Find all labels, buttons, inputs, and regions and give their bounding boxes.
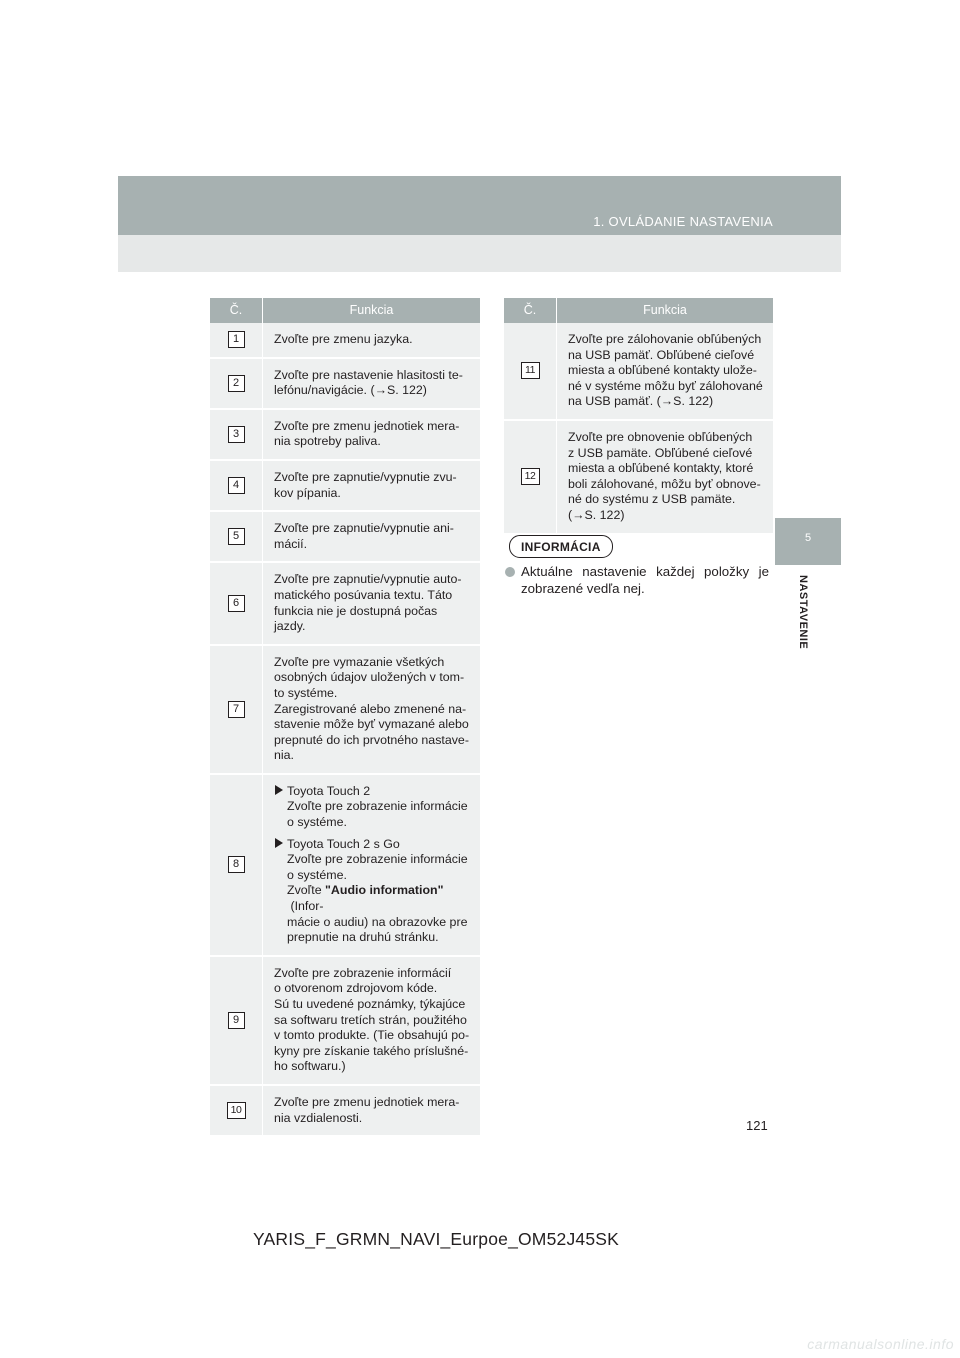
function-text-line: lefónu/navigácie. (→S. 122) [274,383,427,398]
model-a-block [274,784,475,831]
triangle-bullet-icon [275,838,283,848]
function-text-line: nia spotreby paliva. [274,434,381,449]
function-text-line: na USB pamäť. Obľúbené cieľové [568,347,755,362]
audio-information-button-label: "Audio information" [325,883,444,898]
row-number-cell [210,775,263,957]
table-row [210,1086,480,1137]
table-header-row [210,298,480,323]
select-instruction [287,883,475,914]
bullet-icon [505,567,515,577]
row-number-badge: 6 [228,595,245,612]
row-number-badge: 7 [228,701,245,718]
column-header-number: Č. [504,298,557,323]
table-row [210,646,480,775]
function-text-line: miesta a obľúbené kontakty ulože- [568,363,757,378]
function-text-line: Zvoľte pre nastavenie hlasitosti te- [274,367,463,382]
row-number-cell [210,410,263,461]
function-text-line: matického posúvania textu. Táto [274,587,453,602]
header-bar [118,176,841,235]
function-text-line: Zvoľte pre zapnutie/vypnutie ani- [274,521,454,536]
table-row [210,410,480,461]
row-number-cell [210,323,263,359]
row-number-cell [504,323,557,421]
row-number-cell [210,646,263,775]
table-row [504,323,773,421]
model-b-heading [274,837,475,853]
function-text-line: funkcia nie je dostupná počas [274,603,438,618]
function-text-line: Zaregistrované alebo zmenené na- [274,701,467,716]
row-function-cell [263,563,480,645]
row-number-badge: 12 [521,468,540,485]
model-a-heading [274,784,475,800]
row-number-cell [210,512,263,563]
table-header-row [504,298,773,323]
row-function-cell [263,775,480,957]
chapter-number: 5 [804,532,812,544]
function-text-line: stavenie môže byť vymazané alebo [274,717,469,732]
row-number-badge: 1 [228,331,245,348]
function-text-line: miesta a obľúbené kontakty, ktoré [568,461,754,476]
model-a-name: Toyota Touch 2 [287,783,371,798]
row-number-badge: 4 [228,477,245,494]
row-number-cell [210,957,263,1086]
row-number-badge: 10 [227,1102,246,1119]
function-text-line: Zvoľte pre zobrazenie informácie [287,852,468,867]
function-text-line: sa softwaru tretích strán, použitého [274,1012,467,1027]
chapter-name: NASTAVENIE [797,575,809,650]
table-row [210,323,480,359]
row-number-badge: 5 [228,528,245,545]
function-text-line: o systéme. [287,867,347,882]
table-row [504,421,773,535]
function-text-line: Zvoľte pre zmenu jednotiek mera- [274,418,460,433]
function-table-left [210,298,480,1137]
model-a-text [274,799,475,830]
function-text-line: z USB pamäte. Obľúbené cieľové [568,445,753,460]
row-number-cell [210,359,263,410]
section-title: 1. OVLÁDANIE NASTAVENIA [593,214,773,229]
info-note [505,563,769,597]
row-function-cell [263,646,480,775]
function-text-line: kov pípania. [274,485,341,500]
function-text-line: kyny pre získanie takého príslušné- [274,1043,469,1058]
function-text-line: Zvoľte pre zapnutie/vypnutie zvu- [274,469,457,484]
select-prefix: Zvoľte [287,883,326,898]
table-row [210,359,480,410]
row-number-cell [210,563,263,645]
row-function-cell [263,323,480,359]
row-function-cell [263,957,480,1086]
function-text-line: mácií. [274,536,308,551]
function-text-line: osobných údajov uložených v tom- [274,670,465,685]
function-text-line: Zvoľte pre vymazanie všetkých [274,654,445,669]
select-suffix: (Infor- [287,899,324,914]
row-function-cell [263,410,480,461]
info-text: Aktuálne nastavenie každej položky je zobrazené vedľa nej. [521,564,769,596]
function-text-line: (→S. 122) [568,507,625,522]
function-table-right [504,298,773,535]
row-number-badge: 2 [228,375,245,392]
function-text-line: Sú tu uvedené poznámky, týkajúce [274,997,466,1011]
function-text-line: né do systému z USB pamäte. [568,492,736,507]
row-number-cell [210,461,263,512]
table-row [210,563,480,645]
function-text-line: nia vzdialenosti. [274,1110,363,1125]
function-text-line: mácie o audiu) na obrazovke pre [287,914,468,929]
function-text-line: Zvoľte pre zálohovanie obľúbených [568,332,762,346]
function-text-line: Zvoľte pre zobrazenie informácií [274,965,452,980]
function-text-line: o otvorenom zdrojovom kóde. [274,981,438,996]
page-number: 121 [746,1118,768,1133]
table-row [210,775,480,957]
function-text-line: o systéme. [287,815,347,830]
triangle-bullet-icon [275,785,283,795]
function-text-line: to systéme. [274,685,338,700]
model-b-block [274,837,475,946]
function-text-line: Zvoľte pre obnovenie obľúbených [568,429,753,444]
chapter-tab [775,518,841,565]
column-header-number: Č. [210,298,263,323]
function-text-line: né v systéme môžu byť zálohované [568,378,763,393]
function-text-line: Zvoľte pre zobrazenie informácie [287,799,468,814]
column-header-function: Funkcia [263,298,480,323]
function-text-line: Zvoľte pre zmenu jednotiek mera- [274,1094,460,1109]
function-text-line: jazdy. [274,619,306,634]
row-number-badge: 3 [228,426,245,443]
row-function-cell [557,323,773,421]
table-row [210,957,480,1086]
row-number-badge: 9 [228,1012,245,1029]
function-text-line: v tomto produkte. (Tie obsahujú po- [274,1028,470,1043]
function-text-line: Zvoľte pre zapnutie/vypnutie auto- [274,572,462,587]
row-number-cell [210,1086,263,1137]
row-function-cell [263,461,480,512]
document-code: YARIS_F_GRMN_NAVI_Eurpoe_OM52J45SK [252,1229,620,1249]
table-row [210,461,480,512]
function-text-line: ho softwaru.) [274,1059,346,1074]
watermark: carmanualsonline.info [807,1336,954,1352]
row-number-cell [504,421,557,535]
function-text-line: prepnuté do ich prvotného nastave- [274,732,469,747]
row-function-cell [557,421,773,535]
function-text-line: prepnutie na druhú stránku. [287,930,439,945]
row-number-badge: 8 [228,856,245,873]
table-row [210,512,480,563]
function-text-line: Zvoľte pre zmenu jazyka. [274,332,413,346]
row-number-badge: 11 [521,362,540,379]
row-function-cell [263,512,480,563]
model-b-text [274,852,475,946]
info-badge: INFORMÁCIA [509,535,613,558]
function-text-line: nia. [274,748,294,763]
column-header-function: Funkcia [557,298,773,323]
row-function-cell [263,359,480,410]
model-b-name: Toyota Touch 2 s Go [287,836,400,851]
row-function-cell [263,1086,480,1137]
function-text-line: na USB pamäť. (→S. 122) [568,394,714,409]
function-text-line: boli zálohované, môžu byť obnove- [568,476,761,491]
